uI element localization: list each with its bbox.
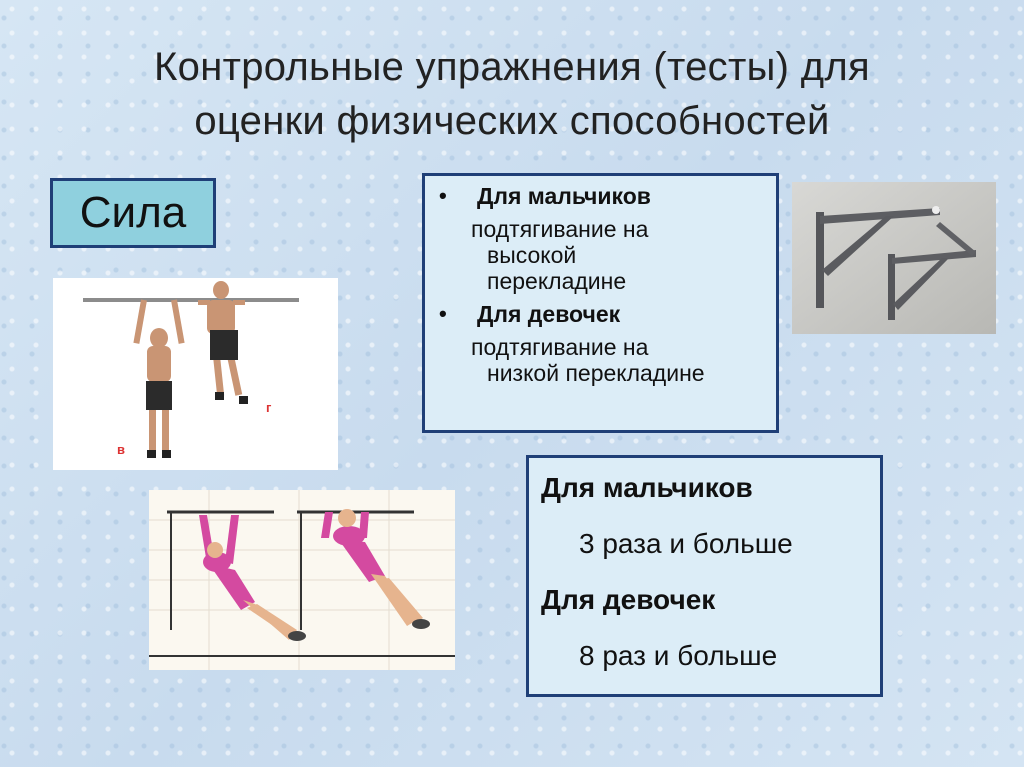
girls-pullup-illustration: [149, 490, 455, 670]
wall-bar-photo: [792, 182, 996, 334]
norms-box: [526, 455, 883, 697]
bullet-icon: •: [439, 183, 447, 208]
exercise-description-box: [422, 173, 779, 433]
photo-label-v: в: [117, 442, 125, 457]
boys-norm-heading: Для мальчиков: [541, 472, 753, 503]
photo-label-g: г: [266, 400, 272, 415]
girls-exercise-heading: • Для девочек: [439, 301, 621, 327]
title-line-1: Контрольные упражнения (тесты) для: [154, 45, 870, 89]
girls-norm-heading: Для девочек: [541, 584, 716, 615]
boys-pullup-photo: [53, 278, 338, 470]
girls-norm-value: 8 раз и больше: [579, 640, 778, 671]
bullet-icon: •: [439, 301, 447, 326]
title-line-2: оценки физических способностей: [194, 99, 830, 143]
boys-norm-value: 3 раза и больше: [579, 528, 793, 559]
boys-exercise-heading: • Для мальчиков: [439, 183, 651, 209]
category-label: Сила: [50, 178, 216, 248]
girls-exercise-desc: подтягивание на низкой перекладине: [471, 334, 705, 386]
slide-title: [0, 40, 1024, 148]
boys-exercise-desc: подтягивание на высокой перекладине: [471, 216, 649, 294]
